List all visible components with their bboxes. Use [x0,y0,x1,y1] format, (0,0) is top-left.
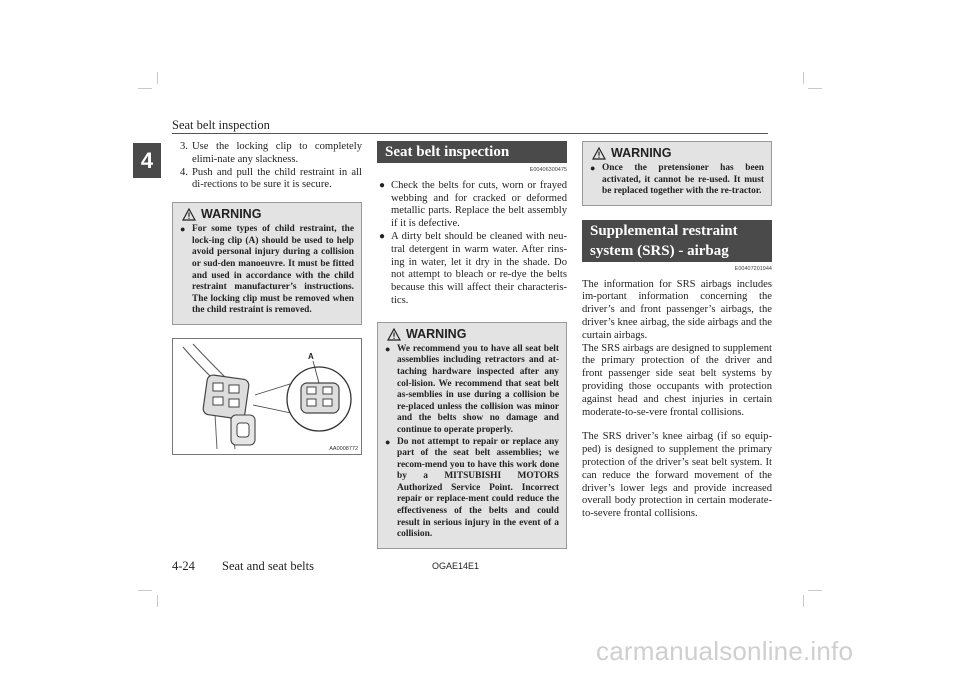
crop-mark [138,590,152,591]
warning-item [385,344,559,437]
crop-mark [157,72,158,84]
bullet-icon: ● [379,179,386,191]
step-text: Push and pull the child restraint in all di-rections to be sure it is secure. [192,166,362,191]
warning-title: WARNING [611,146,672,161]
locking-clip-figure [172,338,362,455]
left-column [172,141,362,325]
section-heading-bar [582,220,772,262]
warning-text: Do not attempt to repair or replace any part of the seat belt assemblies; we recom-mend you to have this work done by a MITSUBISHI MOTORS Authorized Service Point. Incorrect repair or replace-ment could reduce the effectiveness of the belts and could result in serious injury in the event of a collision. [397,436,559,540]
section-code: E00406300475 [529,167,567,173]
warning-text: For some types of child restraint, the lock-ing clip (A) should be used to help avoid personal injury during a collision or sud-den manoeuvre. It must be fitted and used in accordance with the child restraint manufacturer’s instructions. The locking clip must be removed when the child restraint is removed. [192,224,354,316]
bullet-icon: ● [590,163,596,173]
figure-code: AA0008772 [329,446,358,452]
step-text: Use the locking clip to completely elimi-nate any slackness. [192,141,362,165]
running-head: Seat belt inspection [172,118,270,132]
bullet-item [377,231,567,308]
crop-mark [803,72,804,84]
warning-title: WARNING [406,326,467,341]
bullet-text: Check the belts for cuts, worn or frayed webbing and for cracked or deformed metallic parts. Replace the belt assembly if it is defective. [391,179,567,230]
section-heading-bar [377,141,567,163]
step-number: 4. [180,166,188,178]
section-title-line-2: system (SRS) - airbag [590,242,729,259]
step-item [172,167,362,193]
middle-column [377,141,567,549]
header-rule [172,133,768,134]
page-number: 4-24 [172,559,195,573]
section-title-line-1: Supplemental restraint [590,222,738,239]
step-number: 3. [180,141,188,152]
bullet-icon: ● [385,436,391,447]
warning-triangle-icon [182,208,196,221]
section-code: E00407201944 [734,265,772,272]
crop-mark [138,88,152,89]
warning-triangle-icon [387,328,401,341]
crop-mark [157,595,158,607]
warning-item [385,437,559,541]
warning-item [180,224,354,317]
document-code: OGAE14E1 [432,561,480,571]
warning-header [592,147,764,160]
crop-mark [803,595,804,607]
locking-clip-illustration [173,339,361,454]
watermark: carmanualsonline.info [596,636,854,666]
step-item [172,141,362,167]
warning-header [387,328,559,341]
warning-item [590,163,764,198]
warning-box [172,202,362,325]
figure-callout-label: A [308,352,314,361]
warning-title: WARNING [201,207,262,222]
bullet-text: A dirty belt should be cleaned with neu-tral detergent in warm water. After rins-ing in water, let it dry in the shade. Do not attempt to bleach or re-dye the belts because this will affect their characteris-tics. [391,230,567,306]
paragraph: The SRS airbags are designed to supplement the primary protection of the driver and front passenger side seat belt systems by providing those occupants with protection against head and chest injuries in certain moderate-to-se-vere frontal collisions. [582,342,772,418]
crop-mark [808,590,822,591]
section-title: Seat belt inspection [385,143,510,160]
warning-box [377,322,567,549]
warning-text: We recommend you to have all seat belt assemblies including retractors and at-taching hardware inspected after any col-lision. We recommend that seat belt as-semblies in use during a collision be re-placed unless the collision was minor and the belts show no damage and continue to operate properly. [397,343,559,435]
chapter-tab: 4 [133,143,161,178]
right-column [582,141,772,521]
bullet-icon: ● [180,224,186,235]
warning-text: Once the pretensioner has been activated, it cannot be re-used. It must be replaced together with the re-tractor. [602,163,764,197]
paragraph: The information for SRS airbags includes im-portant information concerning the driver’s and front passenger’s airbags, the driver’s knee airbag, the side airbags and the curtain airbags. [582,278,772,341]
bullet-icon: ● [385,343,391,354]
bullet-icon: ● [379,230,386,242]
warning-box [582,141,772,206]
crop-mark [808,88,822,89]
paragraph: The SRS driver’s knee airbag (if so equip-ped) is designed to supplement the primary protection of the driver’s seat belt system. It can reduce the forward movement of the driver’s lower legs and provide increased overall body protection in certain moderate-to-severe frontal collisions. [582,431,772,520]
bullet-item [377,180,567,231]
warning-header [182,208,354,221]
warning-triangle-icon [592,147,606,160]
chapter-title: Seat and seat belts [222,559,314,573]
